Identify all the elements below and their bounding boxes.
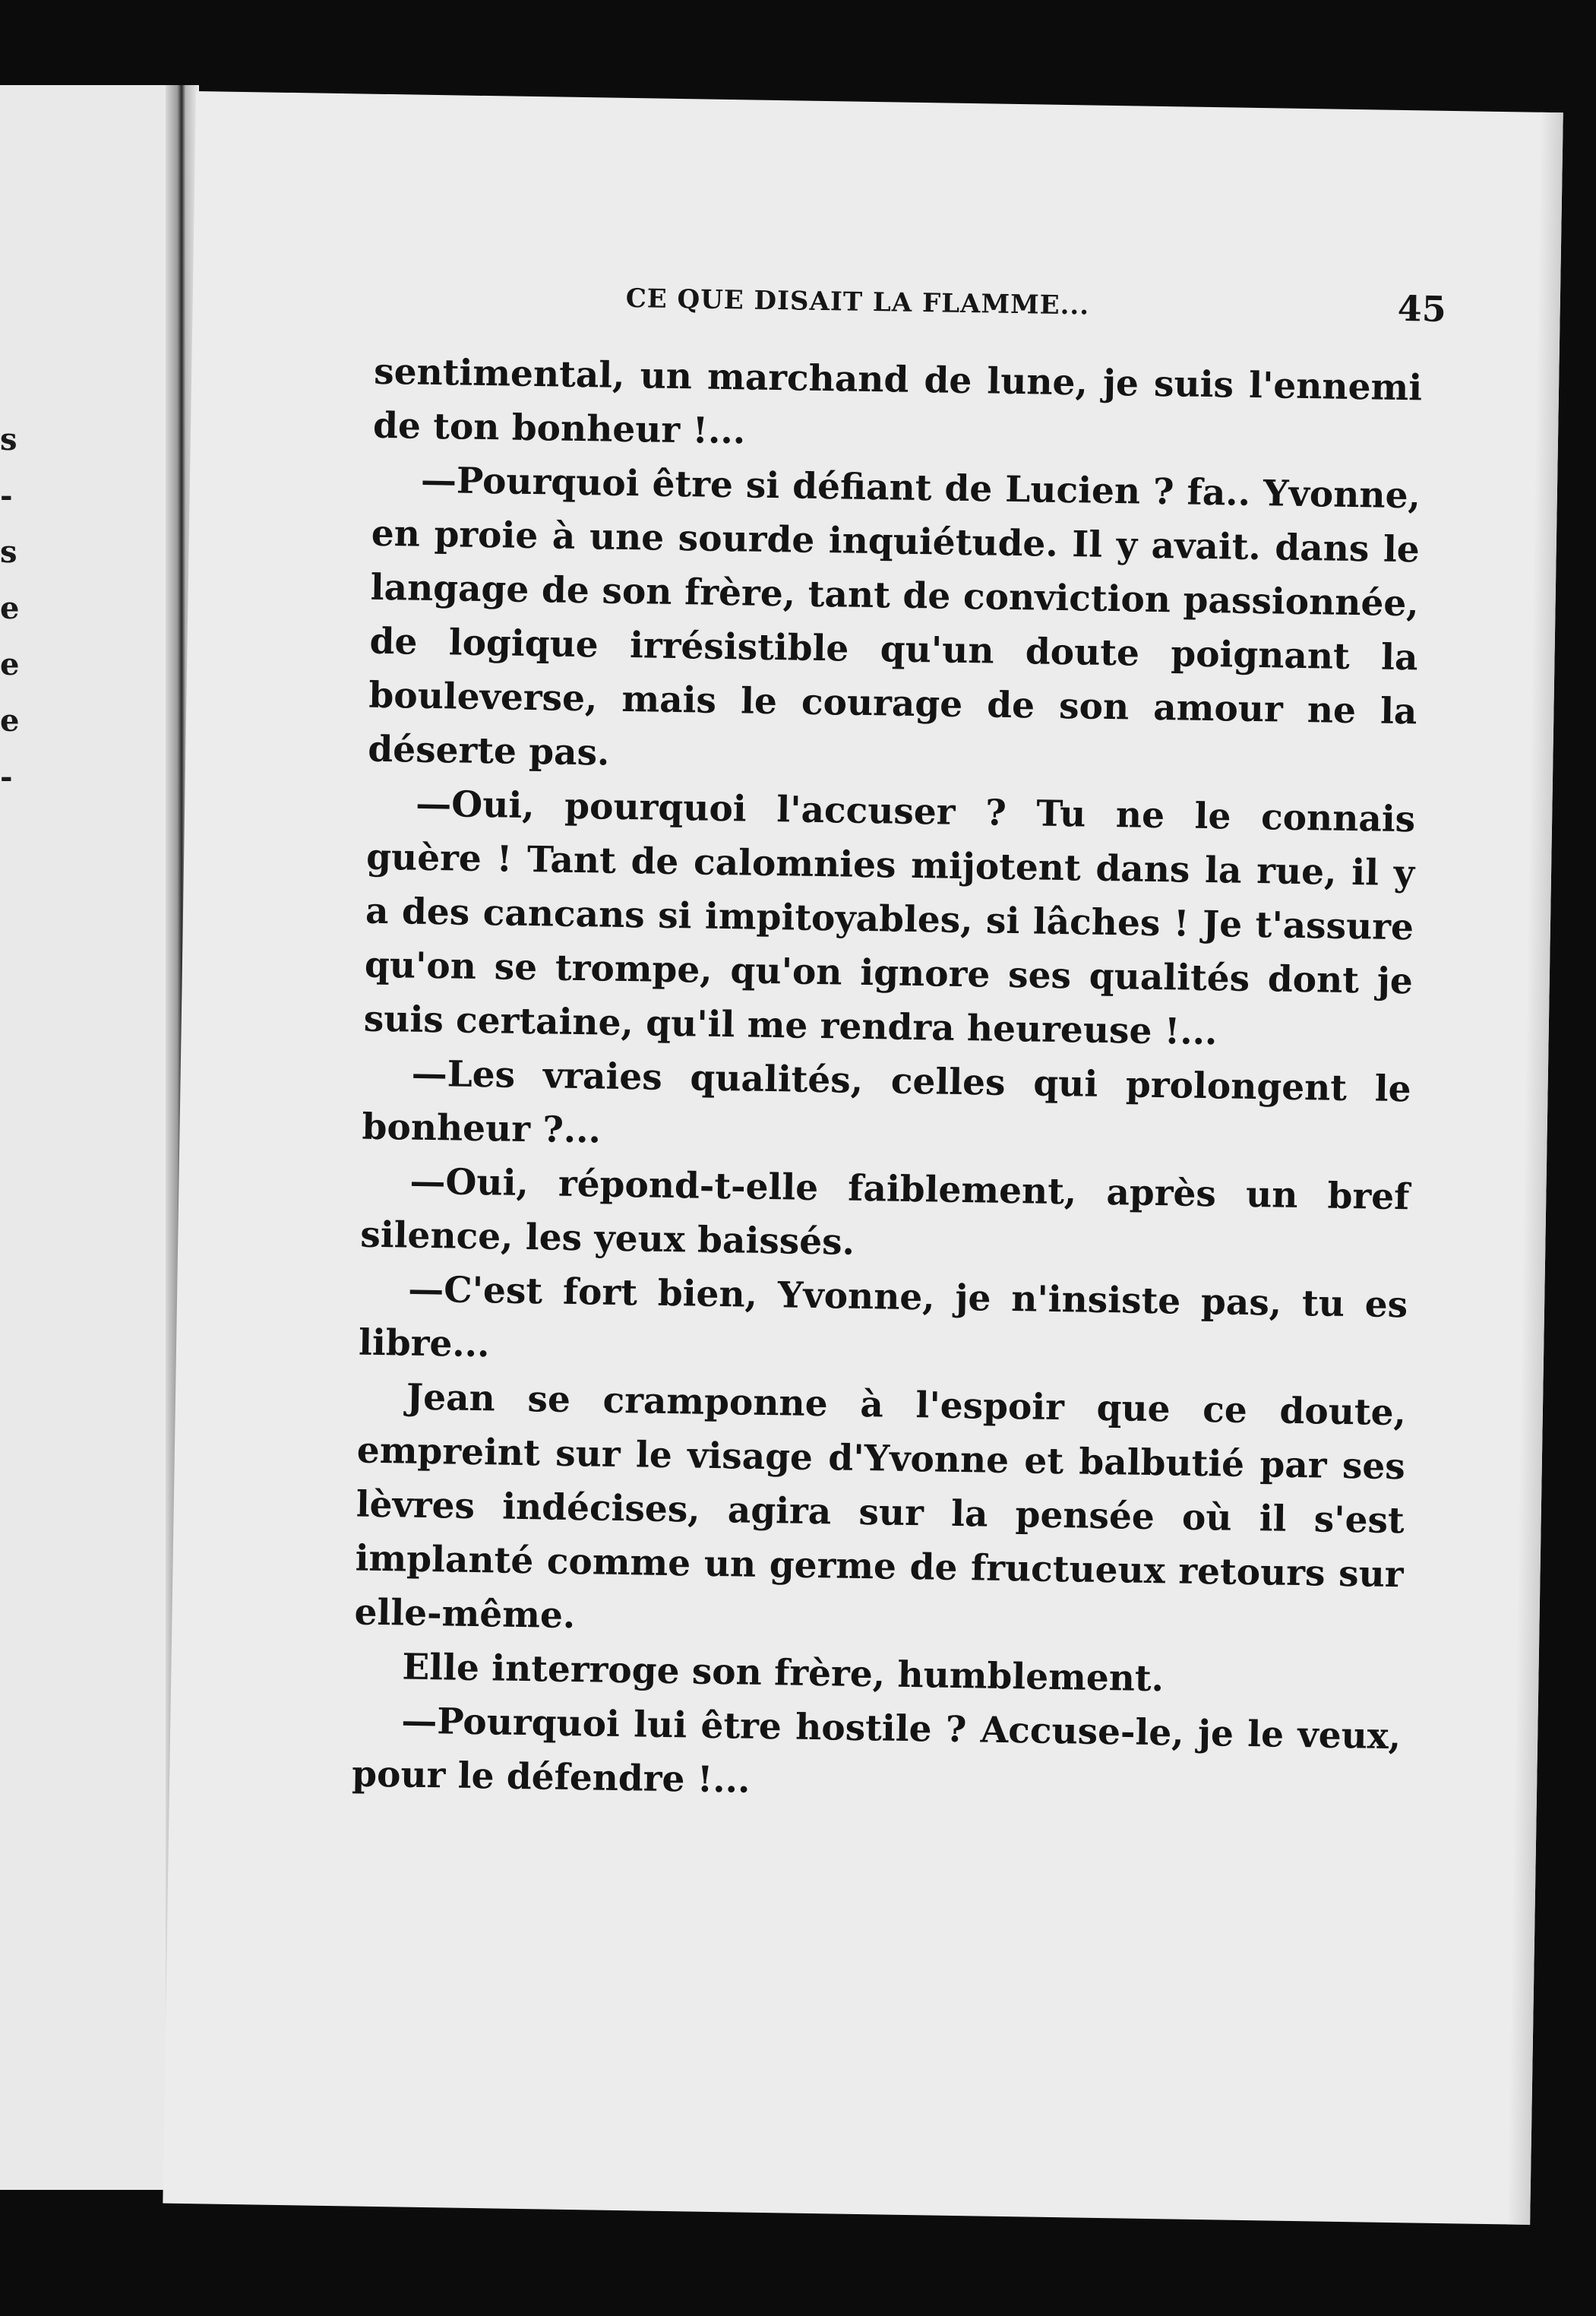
left-page-fragment [0, 85, 190, 2190]
paragraph: —Oui, répond-t-elle faiblement, après un bref silence, les yeux baissés. [359, 1160, 1410, 1264]
right-page [163, 91, 1563, 2225]
running-header [625, 276, 1447, 330]
edge-letter: - [0, 759, 13, 795]
running-title: CE QUE DISAIT LA FLAMME... [625, 283, 1090, 321]
edge-letter: e [0, 703, 20, 739]
paragraph: Jean se cramponne à l'espoir que ce doute, empreint sur le visage d'Yvonne et balbutié par ses lèvres indécises, agira sur la pensée où il s'est implanté comme un germe de fructueux retours sur elle-même. [354, 1376, 1407, 1637]
paragraph: —C'est fort bien, Yvonne, je n'insiste pas, tu es libre... [358, 1268, 1408, 1366]
paragraph: sentimental, un marchand de lune, je suis l'ennemi de ton bonheur !... [372, 350, 1423, 453]
paragraph: —Pourquoi être si défiant de Lucien ? fa.. Yvonne, en proie à une sourde inquiétude. Il y avait. dans le langage de son frère, tant de conviction passionnée, de logique irrésistible qu'un doute poignant la bouleverse, mais le courage de son amour ne la déserte pas. [367, 459, 1421, 774]
paragraph: Elle interroge son frère, humblement. [402, 1646, 1165, 1701]
paragraph: —Les vraies qualités, celles qui prolongent le bonheur ?... [362, 1052, 1411, 1152]
paragraph: —Pourquoi lui être hostile ? Accuse-le, je le veux, pour le défendre !... [351, 1700, 1402, 1802]
body-text [352, 345, 1423, 1818]
edge-letter: e [0, 647, 20, 682]
left-page-cropped-text [0, 412, 23, 805]
edge-letter: s [0, 422, 17, 457]
edge-letter: - [0, 478, 13, 514]
edge-letter: s [0, 534, 17, 570]
paragraph: —Oui, pourquoi l'accuser ? Tu ne le connais guère ! Tant de calomnies mijotent dans la rue, il y a des cancans si impitoyables, si lâches ! Je t'assure qu'on se trompe, qu'on ignore ses qualités dont je suis certaine, qu'il me rendra heureuse !... [363, 783, 1416, 1054]
page-edge-shadow [1507, 112, 1563, 2225]
page-number: 45 [1397, 287, 1447, 330]
edge-letter: e [0, 590, 20, 626]
